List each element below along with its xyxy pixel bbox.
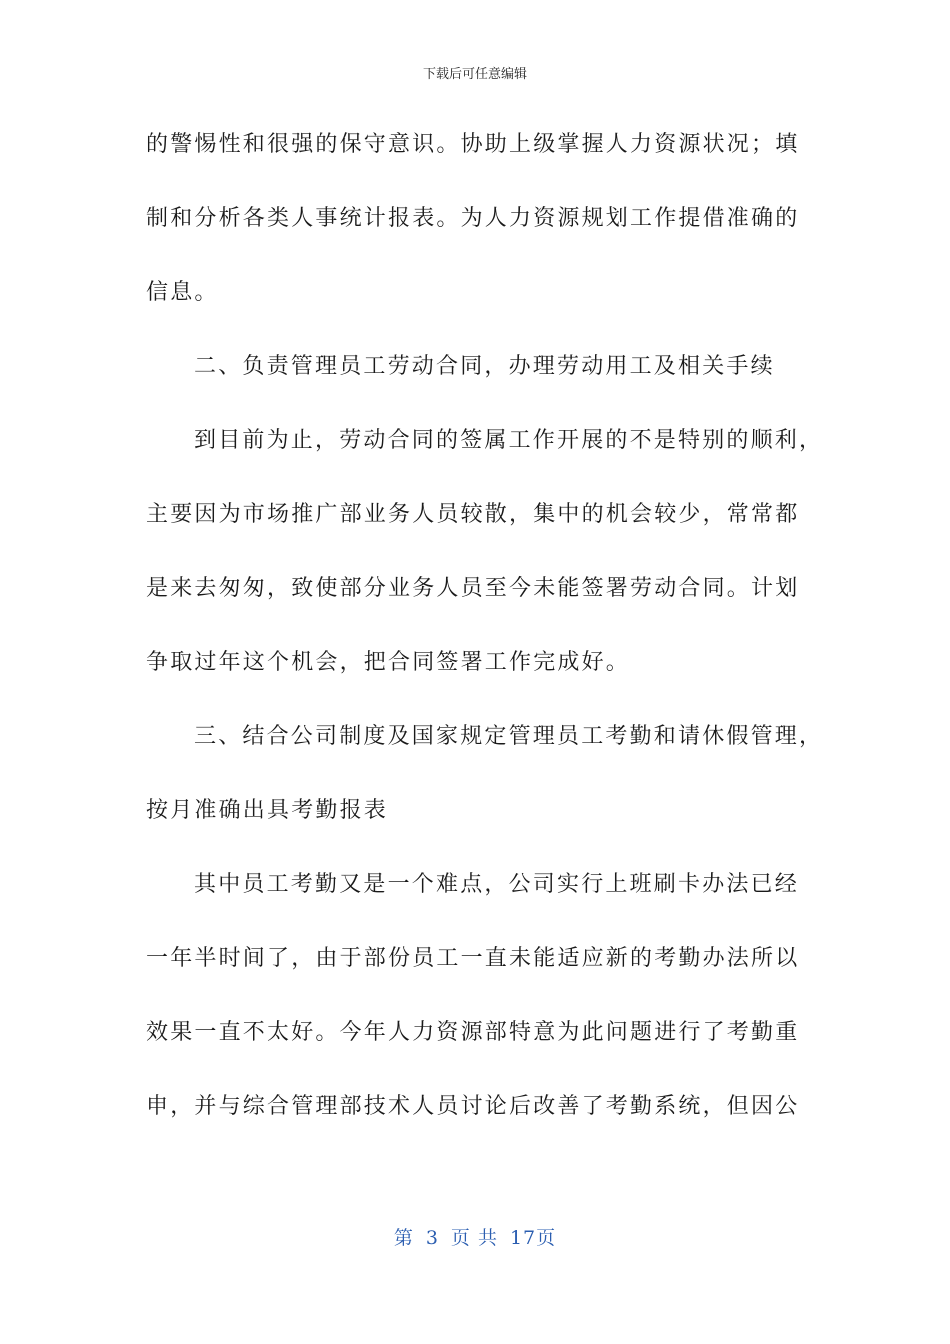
text-line: 申，并与综合管理部技术人员讨论后改善了考勤系统，但因公 [146, 1094, 800, 1119]
total-pages-number: 17 [509, 1227, 537, 1249]
footer-middle: 页 共 [450, 1227, 498, 1249]
text-line: 一年半时间了，由于部份员工一直未能适应新的考勤办法所以 [146, 946, 800, 971]
text-line: 争取过年这个机会，把合同签署工作完成好。 [146, 650, 631, 675]
text-line: 信息。 [146, 280, 219, 305]
current-page-number: 3 [425, 1227, 439, 1249]
text-line: 是来去匆匆，致使部分业务人员至今未能签署劳动合同。计划 [146, 576, 800, 601]
document-body [146, 120, 824, 1156]
page-footer [0, 1226, 950, 1250]
text-line: 的警惕性和很强的保守意识。协助上级掌握人力资源状况；填 [146, 132, 800, 157]
text-line: 效果一直不太好。今年人力资源部特意为此问题进行了考勤重 [146, 1020, 800, 1045]
text-line: 按月准确出具考勤报表 [146, 798, 389, 823]
footer-suffix: 页 [536, 1227, 557, 1249]
text-line: 制和分析各类人事统计报表。为人力资源规划工作提借准确的 [146, 206, 800, 231]
page-header: 下载后可任意编辑 [422, 67, 527, 82]
text-line: 到目前为止，劳动合同的签属工作开展的不是特别的顺利， [194, 428, 824, 453]
text-line: 主要因为市场推广部业务人员较散，集中的机会较少，常常都 [146, 502, 800, 527]
text-line: 三、结合公司制度及国家规定管理员工考勤和请休假管理， [194, 724, 824, 749]
footer-prefix: 第 [393, 1227, 414, 1249]
text-line: 其中员工考勤又是一个难点，公司实行上班刷卡办法已经 [194, 872, 800, 897]
text-line: 二、负责管理员工劳动合同，办理劳动用工及相关手续 [194, 354, 775, 379]
